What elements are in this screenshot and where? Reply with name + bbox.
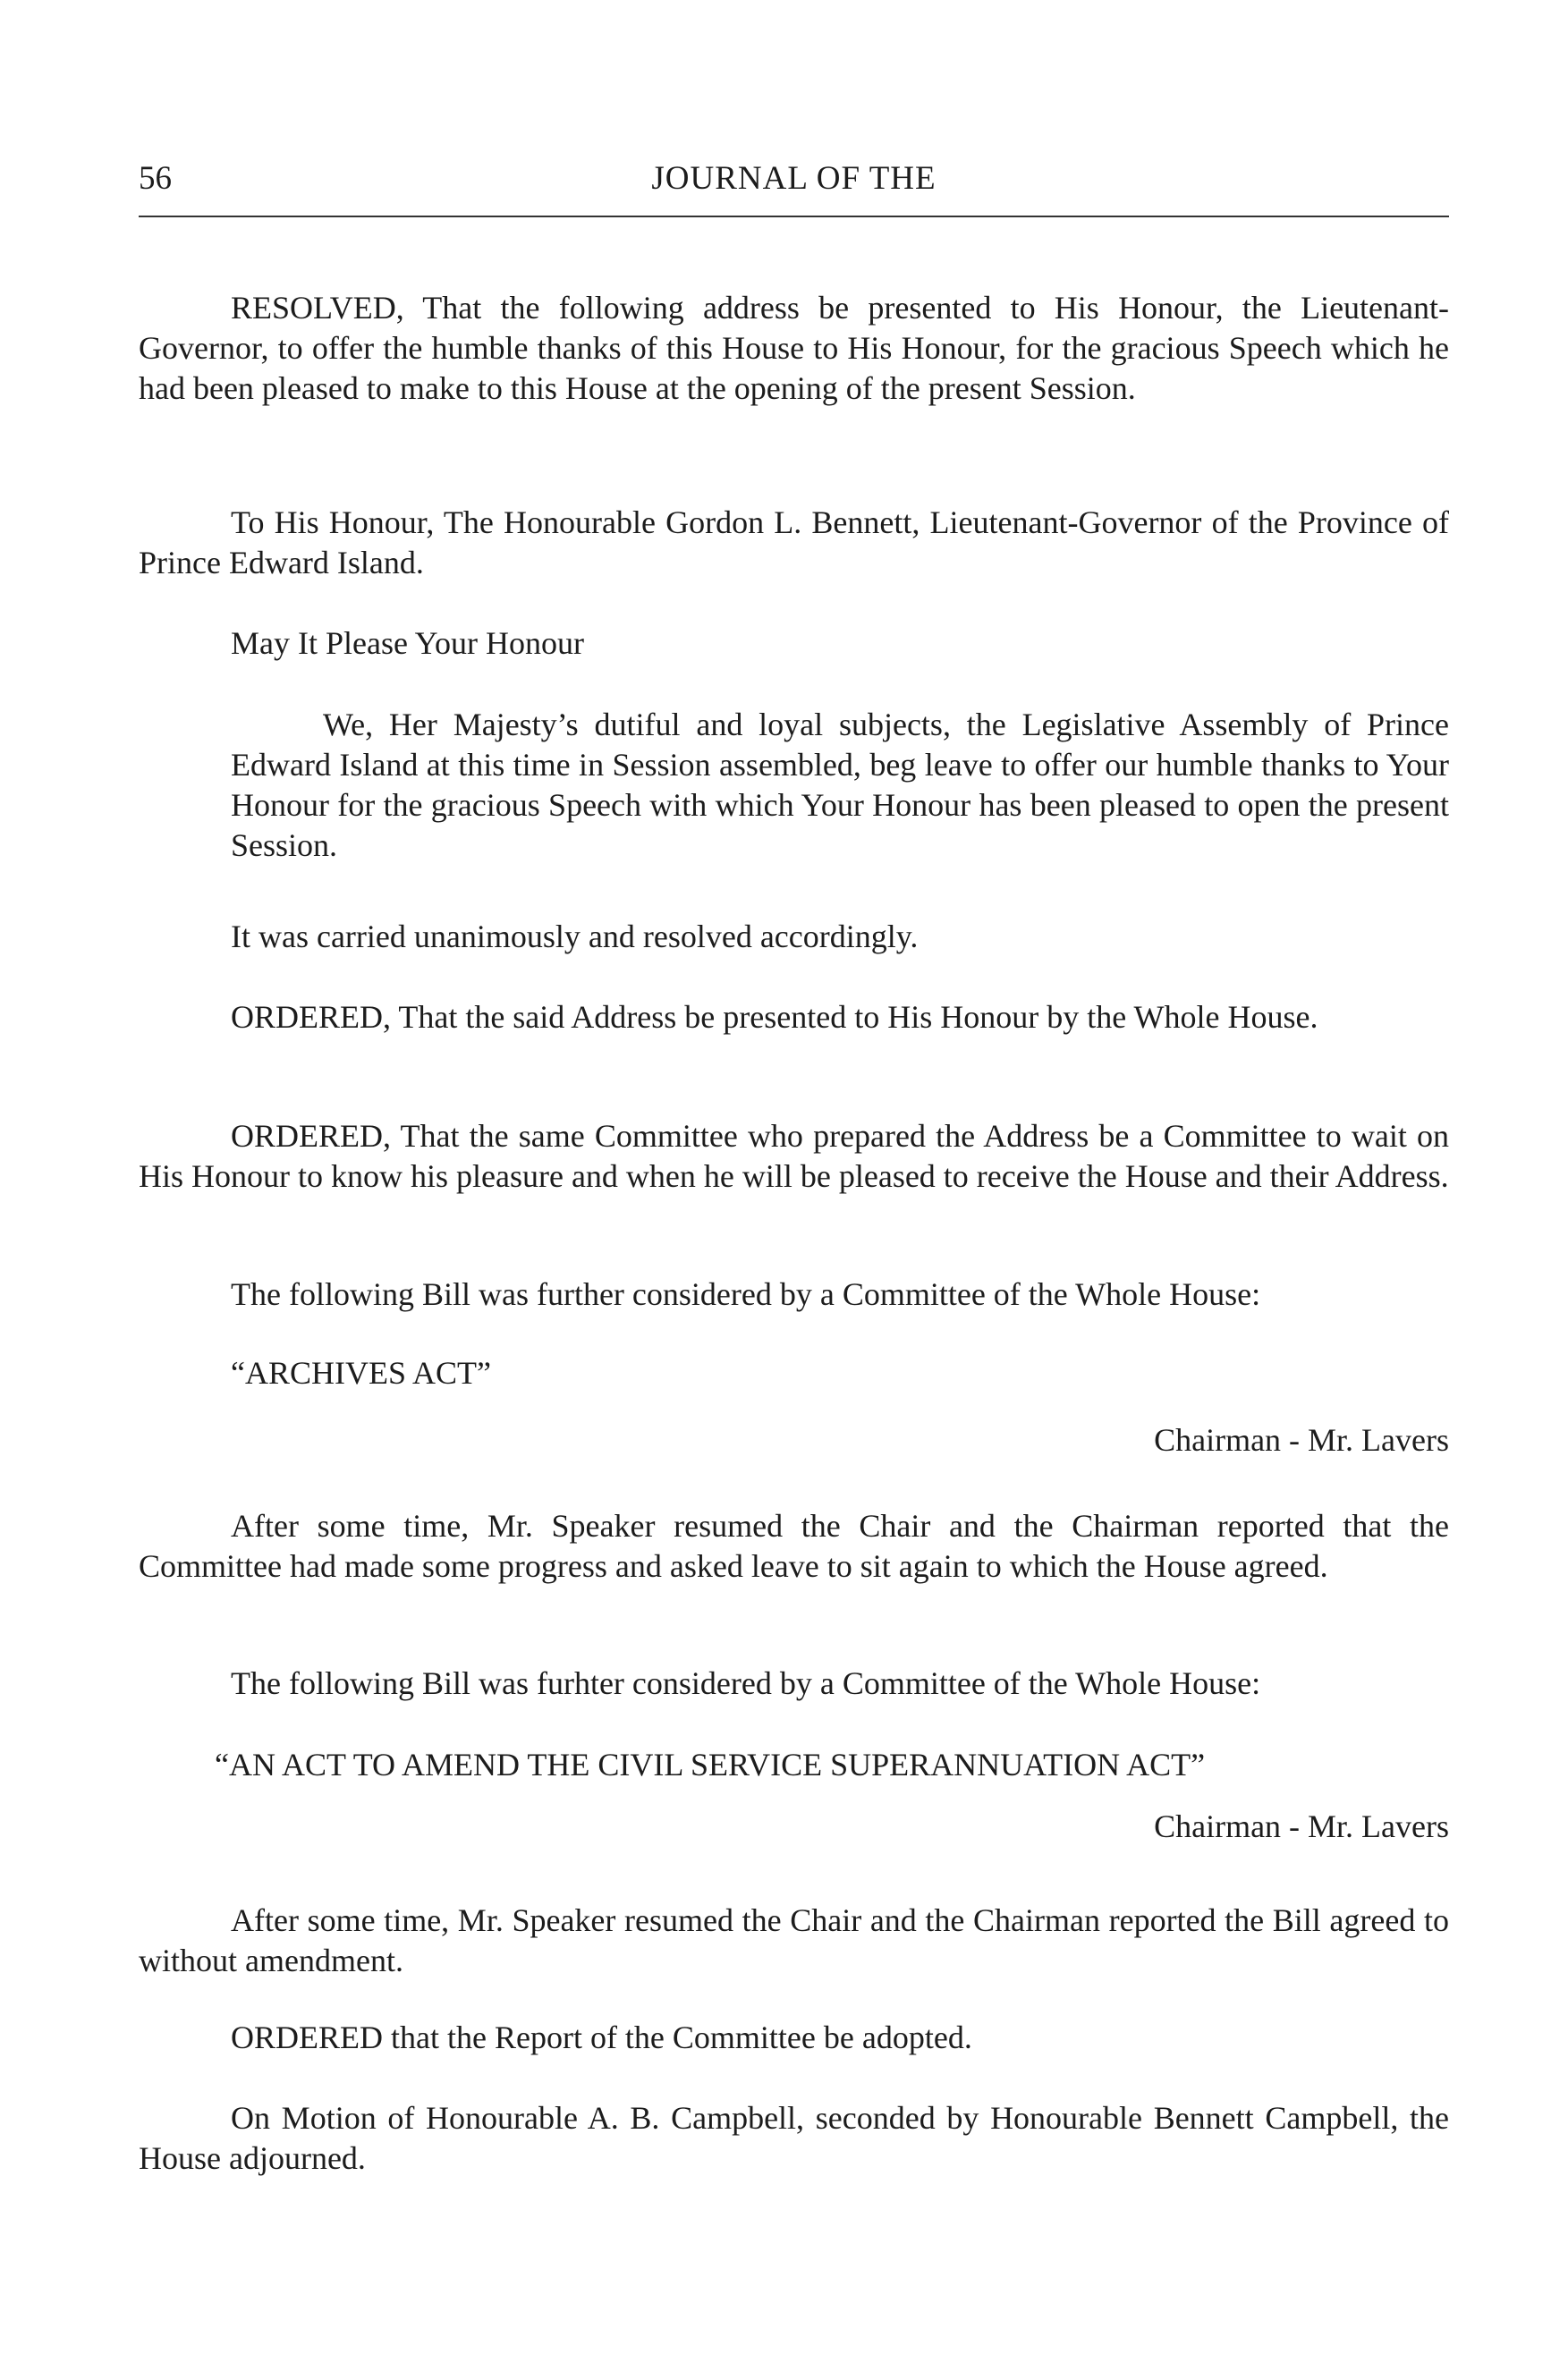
bill-title-archives-act: “ARCHIVES ACT” bbox=[231, 1355, 491, 1391]
bill-considered-paragraph-2: The following Bill was furhter considered by a Committee of the Whole House: bbox=[231, 1665, 1261, 1701]
address-body-paragraph: We, Her Majesty’s dutiful and loyal subjects, the Legislative Assembly of Prince Edward Island at this time in Session assembled, beg leave to offer our humble thanks to Your Honour for the gracious Speech with which Your Honour has been pleased to open the present Session. bbox=[231, 707, 1449, 863]
carried-paragraph: It was carried unanimously and resolved accordingly. bbox=[231, 919, 919, 954]
bill-chairman-2: Chairman - Mr. Lavers bbox=[1154, 1808, 1449, 1844]
running-title: JOURNAL OF THE bbox=[651, 160, 937, 197]
address-recipient-paragraph: To His Honour, The Honourable Gordon L. Bennett, Lieutenant-Governor of the Province of Prince Edward Island. bbox=[139, 504, 1449, 580]
adjournment-paragraph: On Motion of Honourable A. B. Campbell, seconded by Honourable Bennett Campbell, the House adjourned. bbox=[139, 2100, 1449, 2176]
page-number: 56 bbox=[139, 160, 172, 197]
bill-considered-paragraph-1: The following Bill was further considered by a Committee of the Whole House: bbox=[231, 1276, 1261, 1312]
report-adopted-paragraph: ORDERED that the Report of the Committee be adopted. bbox=[231, 2020, 972, 2055]
bill-title-civil-service-act: “AN ACT TO AMEND THE CIVIL SERVICE SUPERANNUATION ACT” bbox=[215, 1747, 1206, 1782]
ordered-committee-paragraph: ORDERED, That the same Committee who prepared the Address be a Committee to wait on His Honour to know his pleasure and when he will be pleased to receive the House and their Address. bbox=[139, 1118, 1449, 1194]
page-header bbox=[139, 152, 1449, 215]
ordered-address-paragraph: ORDERED, That the said Address be presented to His Honour by the Whole House. bbox=[231, 999, 1318, 1035]
bill-agreed-paragraph: After some time, Mr. Speaker resumed the Chair and the Chairman reported the Bill agreed to without amendment. bbox=[139, 1902, 1449, 1978]
header-rule bbox=[139, 216, 1449, 217]
resolved-paragraph: RESOLVED, That the following address be presented to His Honour, the Lieutenant-Governor, to offer the humble thanks of this House to His Honour, for the gracious Speech which he had been pleased to make to this House at the opening of the present Session. bbox=[139, 290, 1449, 406]
committee-progress-paragraph: After some time, Mr. Speaker resumed the Chair and the Chairman reported that the Committee had made some progress and asked leave to sit again to which the House agreed. bbox=[139, 1508, 1449, 1584]
salutation: May It Please Your Honour bbox=[231, 625, 584, 661]
bill-chairman-1: Chairman - Mr. Lavers bbox=[1154, 1422, 1449, 1458]
